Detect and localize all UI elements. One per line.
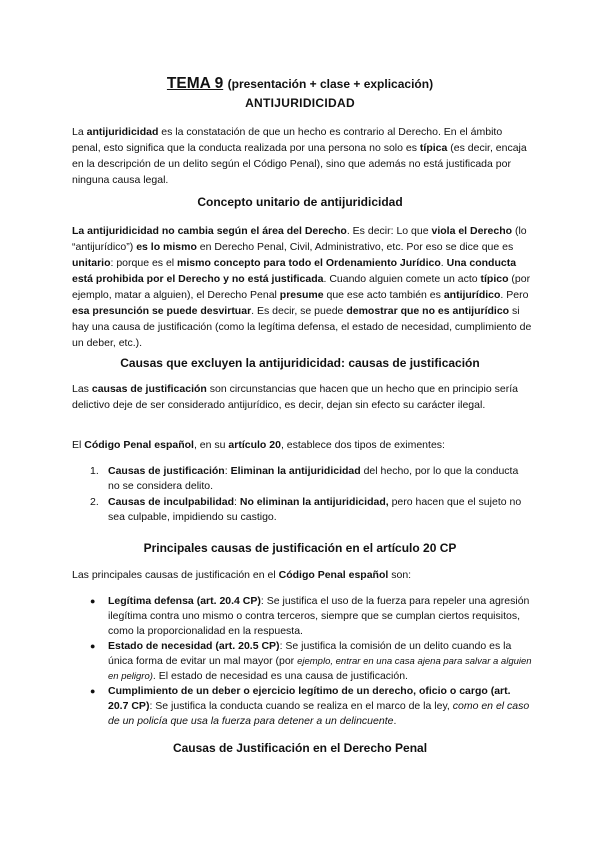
causas-paragraph: Las causas de justificación son circunstancias que hacen que un hecho que en principio sería delictivo deje de ser considerado antijurídico, es decir, dejan sin efecto su carácter ilegal.	[72, 383, 518, 411]
section-heading-concepto: Concepto unitario de antijuridicidad	[197, 195, 403, 209]
intro-paragraph: La antijuridicidad es la constatación de que un hecho es contrario al Derecho. En el ámbito penal, esto significa que la conducta realizada por una persona no solo es típica (es decir, encaja en la descripción de un delito según el Código Penal), sino que además no está justificada por ninguna causa legal.	[72, 126, 527, 186]
list-item: ● Cumplimiento de un deber o ejercicio legítimo de un derecho, oficio o cargo (art. 20.7 CP): Se justifica la conducta cuando se realiza en el marco de la ley, como en el caso de un policía que usa la fuerza para detener a un delincuente.	[90, 685, 530, 727]
document-title	[0, 75, 600, 93]
section-heading-derecho-penal: Causas de Justificación en el Derecho Penal	[172, 741, 428, 755]
section-heading-causas: Causas que excluyen la antijuridicidad: causas de justificación	[120, 356, 480, 370]
justificacion-list	[72, 594, 532, 729]
codigo-paragraph: El Código Penal español, en su artículo 20, establece dos tipos de eximentes:	[72, 439, 445, 451]
concepto-paragraph: La antijuridicidad no cambia según el área del Derecho. Es decir: Lo que viola el Derecho (lo “antijurídico”) es lo mismo en Derecho Penal, Civil, Administrativo, etc. Por eso se dice que es unitario: porque es el mismo concepto para todo el Ordenamiento Jurídico. Una conducta está prohibida por el Derecho y no está justificada. Cuando alguien comete un acto típico (por ejemplo, matar a alguien), el Derecho Penal presume que ese acto también es antijurídico. Pero esa presunción se puede desvirtuar. Es decir, se puede demostrar que no es antijurídico si hay una causa de justificación (como la legítima defensa, el estado de necesidad, cumplimiento de un deber, etc.).	[72, 225, 532, 349]
title-sub: (presentación + clase + explicación)	[227, 77, 434, 91]
bullet-icon: ●	[90, 686, 96, 696]
title-main: TEMA 9	[166, 75, 224, 92]
eximentes-list	[72, 464, 532, 525]
list-item: ● Legítima defensa (art. 20.4 CP): Se justifica el uso de la fuerza para repeler una agresión ilegítima contra uno mismo o contra terceros, siempre que se cumplan ciertos requisitos, como la proporcionalidad en la respuesta.	[90, 595, 530, 637]
bullet-icon: ●	[90, 641, 96, 651]
list-item: 2. Causas de inculpabilidad: No eliminan la antijuridicidad, pero hacen que el sujeto no sea culpable, impidiendo su castigo.	[90, 496, 522, 523]
section-heading-principales: Principales causas de justificación en el artículo 20 CP	[143, 541, 457, 555]
document-subtitle: ANTIJURIDICIDAD	[245, 96, 355, 110]
list-item: 1. Causas de justificación: Eliminan la antijuridicidad del hecho, por lo que la conducta no se considera delito.	[90, 465, 519, 492]
list-item: ● Estado de necesidad (art. 20.5 CP): Se justifica la comisión de un delito cuando es la única forma de evitar un mal mayor (por ejemplo, entrar en una casa ajena para salvar a alguien en peligro). El estado de necesidad es una causa de justificación.	[90, 640, 532, 682]
principales-intro: Las principales causas de justificación en el Código Penal español son:	[72, 569, 412, 581]
bullet-icon: ●	[90, 596, 96, 606]
